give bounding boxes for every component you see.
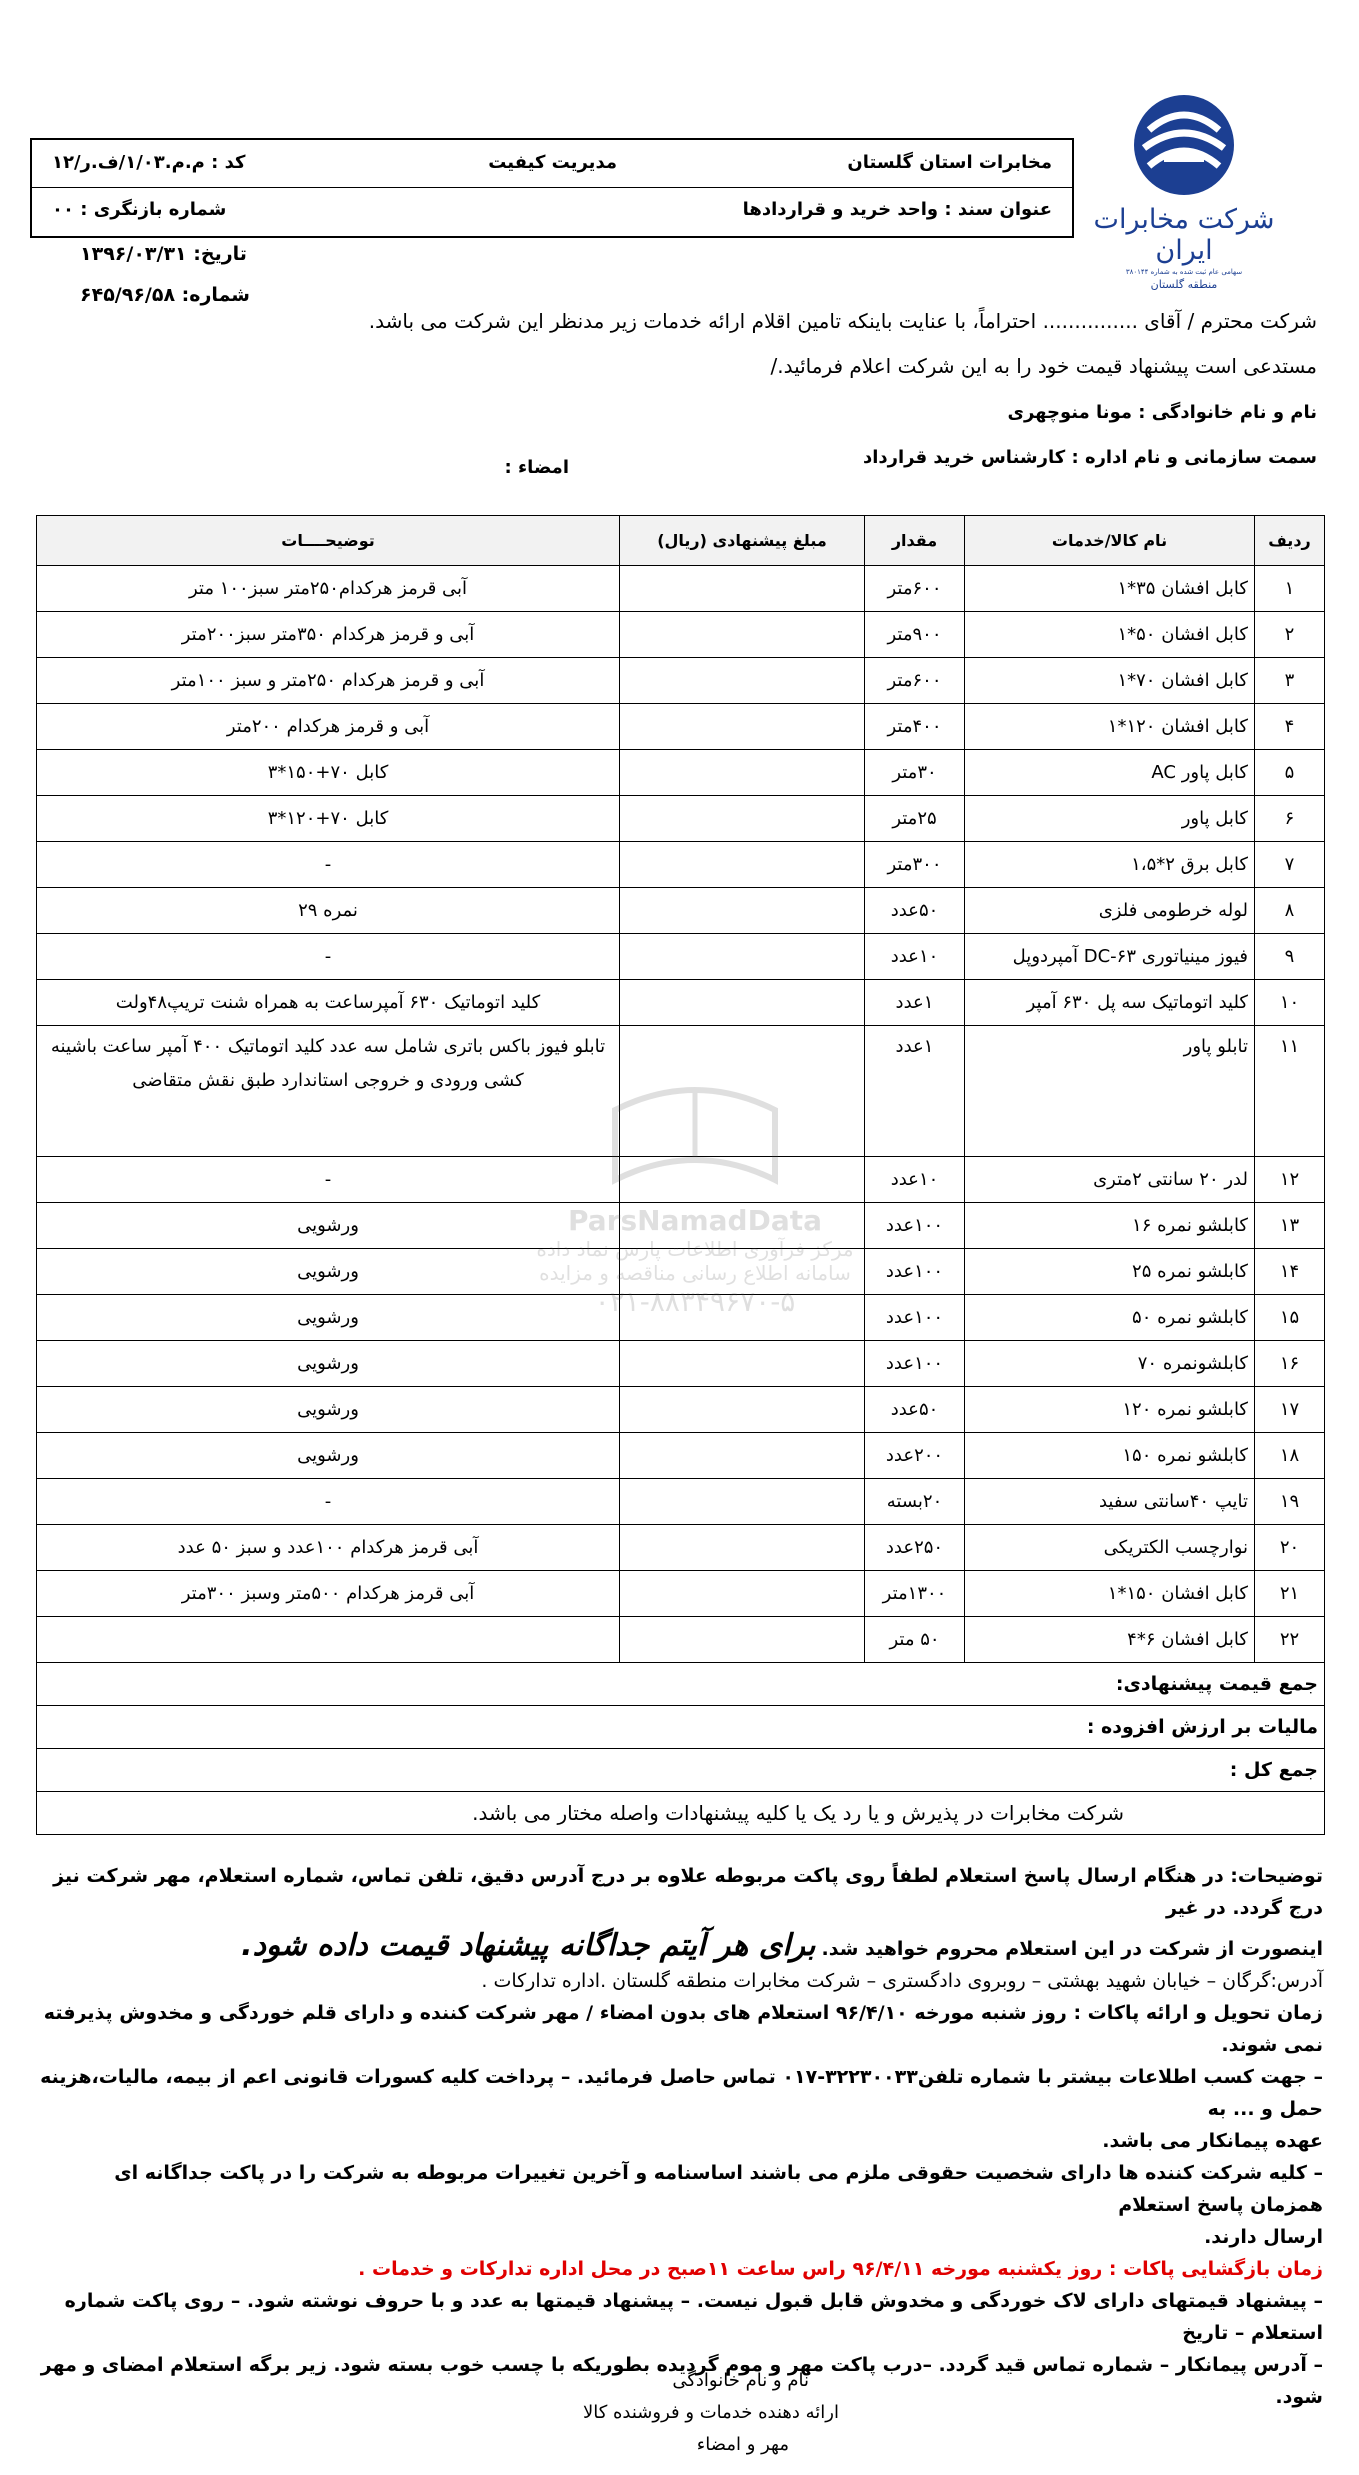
row-price <box>620 1249 865 1295</box>
row-desc: ورشویی <box>37 1387 620 1433</box>
table-row <box>37 658 1325 704</box>
row-item: لدر ۲۰ سانتی ۲متری <box>965 1157 1255 1203</box>
row-item: کابل افشان ۱۲۰*۱ <box>965 704 1255 750</box>
row-price <box>620 1617 865 1663</box>
logo-region: منطقه گلستان <box>1150 278 1218 291</box>
row-qty: ۳۰۰متر <box>865 842 965 888</box>
letter-number: شماره: ۶۴۵/۹۶/۵۸ <box>80 284 250 306</box>
row-number: ۳ <box>1255 658 1325 704</box>
row-number: ۵ <box>1255 750 1325 796</box>
row-price <box>620 566 865 612</box>
row-number: ۱۸ <box>1255 1433 1325 1479</box>
row-number: ۱۴ <box>1255 1249 1325 1295</box>
row-desc: آبی و قرمز هرکدام ۲۰۰متر <box>37 704 620 750</box>
logo-tagline: سهامی عام ثبت شده به شماره ۳۸۰۱۴۴ <box>1125 268 1243 276</box>
contact-position: سمت سازمانی و نام اداره : کارشناس خرید قرارداد <box>862 447 1317 468</box>
row-item: نوارچسب الکتریکی <box>965 1525 1255 1571</box>
table-row <box>37 1341 1325 1387</box>
note-p7: – کلیه شرکت کننده ها دارای شخصیت حقوقی ملزم می باشند اساسنامه و آخرین تغییرات مربوطه به شرکت را در پاکت جداگانه ای همزمان پاسخ استعلام <box>114 2162 1323 2216</box>
col-header-item: نام کالا/خدمات <box>965 516 1255 566</box>
notes-block <box>36 1860 1323 2413</box>
row-desc: ورشویی <box>37 1295 620 1341</box>
row-item: کابل پاور AC <box>965 750 1255 796</box>
row-price <box>620 658 865 704</box>
table-row <box>37 1571 1325 1617</box>
row-item: کابلشو نمره ۱۶ <box>965 1203 1255 1249</box>
col-header-desc: توضیحــــات <box>37 516 620 566</box>
row-item: لوله خرطومی فلزی <box>965 888 1255 934</box>
row-qty: ۶۰۰متر <box>865 658 965 704</box>
note-p2 <box>36 1930 1323 1965</box>
sum-label: جمع قیمت پیشنهادی: <box>37 1663 1325 1706</box>
row-price <box>620 1387 865 1433</box>
row-qty: ۵۰عدد <box>865 1387 965 1433</box>
items-table <box>36 515 1325 1835</box>
vat-row <box>37 1706 1325 1749</box>
vat-label: مالیات بر ارزش افزوده : <box>37 1706 1325 1749</box>
row-qty: ۶۰۰متر <box>865 566 965 612</box>
row-price <box>620 1157 865 1203</box>
note-p2a: اینصورت از شرکت در این استعلام محروم خواهید شد. <box>821 1938 1323 1960</box>
row-item: کابلشو نمره ۱۲۰ <box>965 1387 1255 1433</box>
telecom-emblem-icon <box>1124 90 1244 200</box>
row-number: ۶ <box>1255 796 1325 842</box>
watermark-line-2: سامانه اطلاع رسانی مناقصه و مزایده <box>539 1261 851 1285</box>
note-p10: – پیشنهاد قیمتهای دارای لاک خوردگی و مخدوش قابل قبول نیست. – پیشنهاد قیمتها به عدد و با حروف نوشته شود. – روی پاکت شماره استعلام – تاریخ <box>64 2290 1323 2344</box>
note-p6: عهده پیمانکار می باشد. <box>1102 2130 1323 2152</box>
row-item: تابلو پاور <box>965 1026 1255 1157</box>
row-qty: ۱۰۰عدد <box>865 1249 965 1295</box>
row-item: کابلشو نمره ۵۰ <box>965 1295 1255 1341</box>
row-price <box>620 1479 865 1525</box>
footer-provider: ارائه دهنده خدمات و فروشنده کالا <box>582 2402 839 2423</box>
header-dept: مدیریت کیفیت <box>488 152 617 173</box>
row-number: ۱۱ <box>1255 1026 1325 1157</box>
row-price <box>620 934 865 980</box>
row-desc: آبی و قرمز هرکدام ۳۵۰متر سبز۲۰۰متر <box>37 612 620 658</box>
row-desc: کابل ۷۰+۱۵۰*۳ <box>37 750 620 796</box>
row-price <box>620 1026 865 1157</box>
row-qty: ۲۰بسته <box>865 1479 965 1525</box>
table-row <box>37 750 1325 796</box>
row-number: ۱۹ <box>1255 1479 1325 1525</box>
row-qty: ۱۰۰عدد <box>865 1203 965 1249</box>
note-p5: – جهت کسب اطلاعات بیشتر با شماره تلفن۳۲۲۳۰۰۳۳-۰۱۷ تماس حاصل فرمائید. – پرداخت کلیه کسورات قانونی اعم از بیمه، مالیات،هزینه حمل و ... به <box>40 2066 1323 2120</box>
table-row <box>37 888 1325 934</box>
table-row <box>37 1433 1325 1479</box>
row-number: ۲ <box>1255 612 1325 658</box>
row-number: ۹ <box>1255 934 1325 980</box>
signature-label: امضاء : <box>504 457 569 478</box>
row-item: کابلشو نمره ۲۵ <box>965 1249 1255 1295</box>
row-qty: ۳۰متر <box>865 750 965 796</box>
row-number: ۲۲ <box>1255 1617 1325 1663</box>
row-number: ۱۶ <box>1255 1341 1325 1387</box>
table-row <box>37 980 1325 1026</box>
row-number: ۴ <box>1255 704 1325 750</box>
row-number: ۲۱ <box>1255 1571 1325 1617</box>
row-item: کابلشو نمره ۱۵۰ <box>965 1433 1255 1479</box>
row-price <box>620 1525 865 1571</box>
row-item: کابل برق ۲*۱،۵ <box>965 842 1255 888</box>
row-price <box>620 1203 865 1249</box>
row-price <box>620 842 865 888</box>
row-item: کابل افشان ۶*۴ <box>965 1617 1255 1663</box>
note-p1: توضیحات: در هنگام ارسال پاسخ استعلام لطفاً روی پاکت مربوطه علاوه بر درج آدرس دقیق، تلفن تماس، شماره استعلام، مهر شرکت نیز درج گردد. در غیر <box>53 1865 1323 1919</box>
row-number: ۱۰ <box>1255 980 1325 1026</box>
table-row <box>37 1295 1325 1341</box>
row-item: فیوز مینیاتوری DC-۶۳ آمپردوپل <box>965 934 1255 980</box>
row-price <box>620 1433 865 1479</box>
row-desc: کلید اتوماتیک ۶۳۰ آمپرساعت به همراه شنت تریپ۴۸ولت <box>37 980 620 1026</box>
table-row <box>37 1525 1325 1571</box>
row-desc: نمره ۲۹ <box>37 888 620 934</box>
row-desc: - <box>37 1157 620 1203</box>
row-number: ۸ <box>1255 888 1325 934</box>
row-number: ۲۰ <box>1255 1525 1325 1571</box>
row-qty: ۱عدد <box>865 1026 965 1157</box>
note-row <box>37 1792 1325 1835</box>
header-revision: شماره بازنگری : ۰۰ <box>52 199 227 220</box>
footer-seal: مهر و امضاء <box>696 2434 789 2455</box>
row-desc: آبی قرمز هرکدام۲۵۰متر سبز۱۰۰ متر <box>37 566 620 612</box>
note-p4: زمان تحویل و ارائه پاکات : روز شنبه مورخه ۹۶/۴/۱۰ استعلام های بدون امضاء / مهر شرکت کننده و دارای قلم خوردگی و مخدوش پذیرفته نمی شوند. <box>43 2002 1323 2056</box>
row-desc: ورشویی <box>37 1203 620 1249</box>
logo-company-name: شرکت مخابرات ایران <box>1093 204 1275 266</box>
watermark-phone: ۰۲۱-۸۸۳۴۹۶۷۰-۵ <box>594 1285 796 1318</box>
row-qty: ۲۵متر <box>865 796 965 842</box>
header-code: کد : م.م.۱/۰۳/ف.ر/۱۲ <box>52 152 246 173</box>
table-row <box>37 1026 1325 1157</box>
document-header-box <box>30 138 1074 238</box>
col-header-row: ردیف <box>1255 516 1325 566</box>
row-desc: کابل ۷۰+۱۲۰*۳ <box>37 796 620 842</box>
table-row <box>37 1387 1325 1433</box>
row-desc: تابلو فیوز باکس باتری شامل سه عدد کلید اتوماتیک ۴۰۰ آمپر ساعت باشینه کشی ورودی و خروجی استاندارد طبق نقش متقاضی <box>37 1026 620 1157</box>
row-item: تایپ ۴۰سانتی سفید <box>965 1479 1255 1525</box>
row-item: کابل افشان ۳۵*۱ <box>965 566 1255 612</box>
note-p9: زمان بازگشایی پاکات : روز یکشنبه مورخه ۹۶/۴/۱۱ راس ساعت ۱۱صبح در محل اداره تدارکات و خدمات . <box>358 2258 1323 2280</box>
row-price <box>620 1571 865 1617</box>
row-qty: ۵۰ متر <box>865 1617 965 1663</box>
table-row <box>37 1479 1325 1525</box>
row-desc: - <box>37 1479 620 1525</box>
row-desc: ورشویی <box>37 1249 620 1295</box>
row-qty: ۵۰عدد <box>865 888 965 934</box>
table-row <box>37 934 1325 980</box>
row-item: کابل افشان ۱۵۰*۱ <box>965 1571 1255 1617</box>
row-number: ۷ <box>1255 842 1325 888</box>
row-qty: ۱۰عدد <box>865 1157 965 1203</box>
row-desc: - <box>37 934 620 980</box>
table-row <box>37 1249 1325 1295</box>
footer-name: نام و نام خانوادگی <box>672 2370 809 2391</box>
header-doc-title: عنوان سند : واحد خرید و قراردادها <box>742 199 1052 220</box>
row-item: کابل افشان ۷۰*۱ <box>965 658 1255 704</box>
table-row <box>37 566 1325 612</box>
row-qty: ۹۰۰متر <box>865 612 965 658</box>
intro-line-1: شرکت محترم / آقای ............... احتراماً، با عنایت باینکه تامین اقلام ارائه خدمات زیر مدنظر این شرکت می باشد. <box>368 309 1317 333</box>
row-desc <box>37 1617 620 1663</box>
row-price <box>620 704 865 750</box>
row-price <box>620 980 865 1026</box>
col-header-price: مبلغ پیشنهادی (ریال) <box>620 516 865 566</box>
watermark-line-1: مرکز فرآوری اطلاعات پارس نماد داده <box>536 1237 854 1261</box>
table-row <box>37 1617 1325 1663</box>
row-qty: ۱۰۰عدد <box>865 1341 965 1387</box>
row-qty: ۴۰۰متر <box>865 704 965 750</box>
sum-row <box>37 1663 1325 1706</box>
row-price <box>620 750 865 796</box>
table-note: شرکت مخابرات در پذیرش و یا رد یک یا کلیه پیشنهادات واصله مختار می باشد. <box>37 1792 1325 1835</box>
row-item: کابل افشان ۵۰*۱ <box>965 612 1255 658</box>
note-p8: ارسال دارند. <box>1204 2226 1323 2248</box>
row-qty: ۲۰۰عدد <box>865 1433 965 1479</box>
table-row <box>37 612 1325 658</box>
row-item: کلید اتوماتیک سه پل ۶۳۰ آمپر <box>965 980 1255 1026</box>
table-row <box>37 1203 1325 1249</box>
col-header-qty: مقدار <box>865 516 965 566</box>
total-label: جمع کل : <box>37 1749 1325 1792</box>
total-row <box>37 1749 1325 1792</box>
row-number: ۱۳ <box>1255 1203 1325 1249</box>
watermark-brand: ParsNamadData <box>568 1204 822 1237</box>
row-qty: ۱عدد <box>865 980 965 1026</box>
note-p11: – آدرس پیمانکار – شماره تماس قید گردد. –درب پاکت مهر و موم گردیده بطوریکه با چسب خوب بسته شود. زیر برگه استعلام امضای و مهر شود. <box>40 2354 1323 2408</box>
row-number: ۱ <box>1255 566 1325 612</box>
intro-line-2: مستدعی است پیشنهاد قیمت خود را به این شرکت اعلام فرمائید./ <box>770 354 1317 378</box>
row-desc: آبی و قرمز هرکدام ۲۵۰متر و سبز ۱۰۰متر <box>37 658 620 704</box>
row-price <box>620 612 865 658</box>
row-item: کابلشونمره ۷۰ <box>965 1341 1255 1387</box>
row-price <box>620 1295 865 1341</box>
row-item: کابل پاور <box>965 796 1255 842</box>
table-row <box>37 1157 1325 1203</box>
row-number: ۱۲ <box>1255 1157 1325 1203</box>
table-row <box>37 842 1325 888</box>
note-p3: آدرس:گرگان – خیابان شهید بهشتی – روبروی دادگستری – شرکت مخابرات منطقه گلستان .اداره تدارکات . <box>481 1970 1323 1992</box>
row-qty: ۲۵۰عدد <box>865 1525 965 1571</box>
letter-date: تاریخ: ۱۳۹۶/۰۳/۳۱ <box>80 243 247 265</box>
table-row <box>37 704 1325 750</box>
row-desc: آبی قرمز هرکدام ۵۰۰متر وسبز ۳۰۰متر <box>37 1571 620 1617</box>
table-header-row <box>37 516 1325 566</box>
row-number: ۱۷ <box>1255 1387 1325 1433</box>
row-desc: آبی قرمز هرکدام ۱۰۰عدد و سبز ۵۰ عدد <box>37 1525 620 1571</box>
contact-name: نام و نام خانوادگی : مونا منوچهری <box>1007 402 1317 423</box>
note-p2b: برای هر آیتم جداگانه پیشنهاد قیمت داده شود. <box>241 1928 816 1963</box>
row-qty: ۱۰۰عدد <box>865 1295 965 1341</box>
row-qty: ۱۳۰۰متر <box>865 1571 965 1617</box>
table-body <box>37 566 1325 1663</box>
row-desc: ورشویی <box>37 1341 620 1387</box>
row-price <box>620 1341 865 1387</box>
row-price <box>620 888 865 934</box>
table-row <box>37 796 1325 842</box>
row-price <box>620 796 865 842</box>
row-desc: - <box>37 842 620 888</box>
row-qty: ۱۰عدد <box>865 934 965 980</box>
row-number: ۱۵ <box>1255 1295 1325 1341</box>
row-desc: ورشویی <box>37 1433 620 1479</box>
header-org: مخابرات استان گلستان <box>847 152 1052 173</box>
company-logo <box>1089 90 1279 291</box>
